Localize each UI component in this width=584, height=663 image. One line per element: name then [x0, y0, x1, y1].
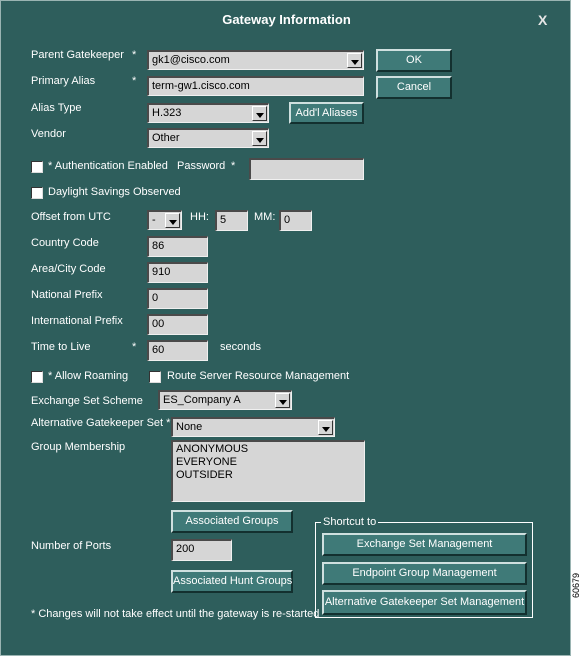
required-marker: *: [132, 341, 137, 353]
alias-type-label: Alias Type: [31, 102, 82, 114]
group-membership-list[interactable]: [171, 440, 365, 502]
allow-roaming-checkbox[interactable]: [31, 371, 43, 383]
national-prefix-input[interactable]: 0: [147, 288, 208, 309]
alt-gatekeeper-set-select[interactable]: [171, 417, 335, 437]
exchange-set-management-button[interactable]: Exchange Set Management: [322, 533, 527, 556]
mm-input[interactable]: 0: [279, 210, 312, 231]
endpoint-group-management-button[interactable]: Endpoint Group Management: [322, 562, 527, 585]
associated-groups-button[interactable]: Associated Groups: [171, 510, 293, 533]
vendor-label: Vendor: [31, 128, 66, 140]
required-marker: *: [231, 160, 236, 172]
country-code-label: Country Code: [31, 237, 99, 249]
alt-gatekeeper-set-value: None: [176, 421, 203, 433]
number-of-ports-input[interactable]: 200: [171, 539, 232, 561]
parent-gatekeeper-label: Parent Gatekeeper: [31, 49, 124, 61]
required-marker: *: [132, 49, 137, 61]
offset-sign-value: -: [152, 214, 156, 226]
allow-roaming-label: * Allow Roaming: [48, 370, 129, 382]
primary-alias-label: Primary Alias: [31, 75, 96, 87]
authentication-label: * Authentication Enabled: [48, 160, 168, 172]
group-membership-label: Group Membership: [31, 441, 126, 453]
associated-hunt-groups-button[interactable]: Associated Hunt Groups: [171, 570, 293, 593]
route-server-checkbox[interactable]: [149, 371, 161, 383]
offset-sign-select[interactable]: [147, 210, 182, 230]
international-prefix-input[interactable]: 00: [147, 314, 208, 335]
route-server-label: Route Server Resource Management: [167, 370, 350, 382]
authentication-checkbox[interactable]: [31, 161, 43, 173]
hh-label: HH:: [190, 211, 209, 223]
daylight-savings-label: Daylight Savings Observed: [48, 186, 181, 198]
vendor-select[interactable]: [147, 128, 269, 148]
national-prefix-label: National Prefix: [31, 289, 103, 301]
daylight-savings-checkbox[interactable]: [31, 187, 43, 199]
exchange-set-scheme-label: Exchange Set Scheme: [31, 395, 143, 407]
parent-gatekeeper-value: gk1@cisco.com: [152, 54, 230, 66]
area-code-input[interactable]: 910: [147, 262, 208, 283]
list-item[interactable]: EVERYONE: [176, 456, 237, 468]
cancel-button[interactable]: Cancel: [376, 76, 452, 99]
password-input[interactable]: [249, 158, 364, 180]
mm-label: MM:: [254, 211, 276, 223]
dialog-title: Gateway Information: [222, 12, 351, 27]
parent-gatekeeper-select[interactable]: [147, 50, 364, 70]
chevron-down-icon[interactable]: [252, 106, 267, 121]
country-code-input[interactable]: 86: [147, 236, 208, 257]
hh-input[interactable]: 5: [215, 210, 248, 231]
exchange-set-scheme-value: ES_Company A: [163, 394, 241, 406]
seconds-label: seconds: [220, 341, 261, 353]
time-to-live-label: Time to Live: [31, 341, 91, 353]
required-marker: *: [132, 75, 137, 87]
alias-type-value: H.323: [152, 107, 182, 119]
ok-button[interactable]: OK: [376, 49, 452, 72]
chevron-down-icon[interactable]: [165, 213, 180, 228]
chevron-down-icon[interactable]: [347, 53, 362, 68]
chevron-down-icon[interactable]: [275, 393, 290, 408]
primary-alias-input[interactable]: term-gw1.cisco.com: [147, 76, 364, 96]
alt-gatekeeper-set-management-button[interactable]: Alternative Gatekeeper Set Management: [322, 590, 527, 615]
list-item[interactable]: OUTSIDER: [176, 469, 233, 481]
chevron-down-icon[interactable]: [252, 131, 267, 146]
exchange-set-scheme-select[interactable]: [158, 390, 292, 410]
alt-gatekeeper-set-label: Alternative Gatekeeper Set *: [31, 417, 171, 429]
restart-footnote: * Changes will not take effect until the gateway is re-started: [31, 608, 320, 620]
vendor-value: Other: [152, 132, 180, 144]
close-icon[interactable]: X: [538, 12, 548, 28]
chevron-down-icon[interactable]: [318, 420, 333, 435]
area-code-label: Area/City Code: [31, 263, 106, 275]
number-of-ports-label: Number of Ports: [31, 540, 112, 552]
offset-utc-label: Offset from UTC: [31, 211, 111, 223]
alias-type-select[interactable]: [147, 103, 269, 123]
shortcut-legend: Shortcut to: [323, 516, 377, 528]
addl-aliases-button[interactable]: Add'l Aliases: [289, 102, 364, 124]
figure-id: 60679: [571, 572, 581, 598]
time-to-live-input[interactable]: 60: [147, 340, 208, 361]
list-item[interactable]: ANONYMOUS: [176, 443, 249, 455]
international-prefix-label: International Prefix: [31, 315, 123, 327]
password-label: Password: [177, 160, 226, 172]
